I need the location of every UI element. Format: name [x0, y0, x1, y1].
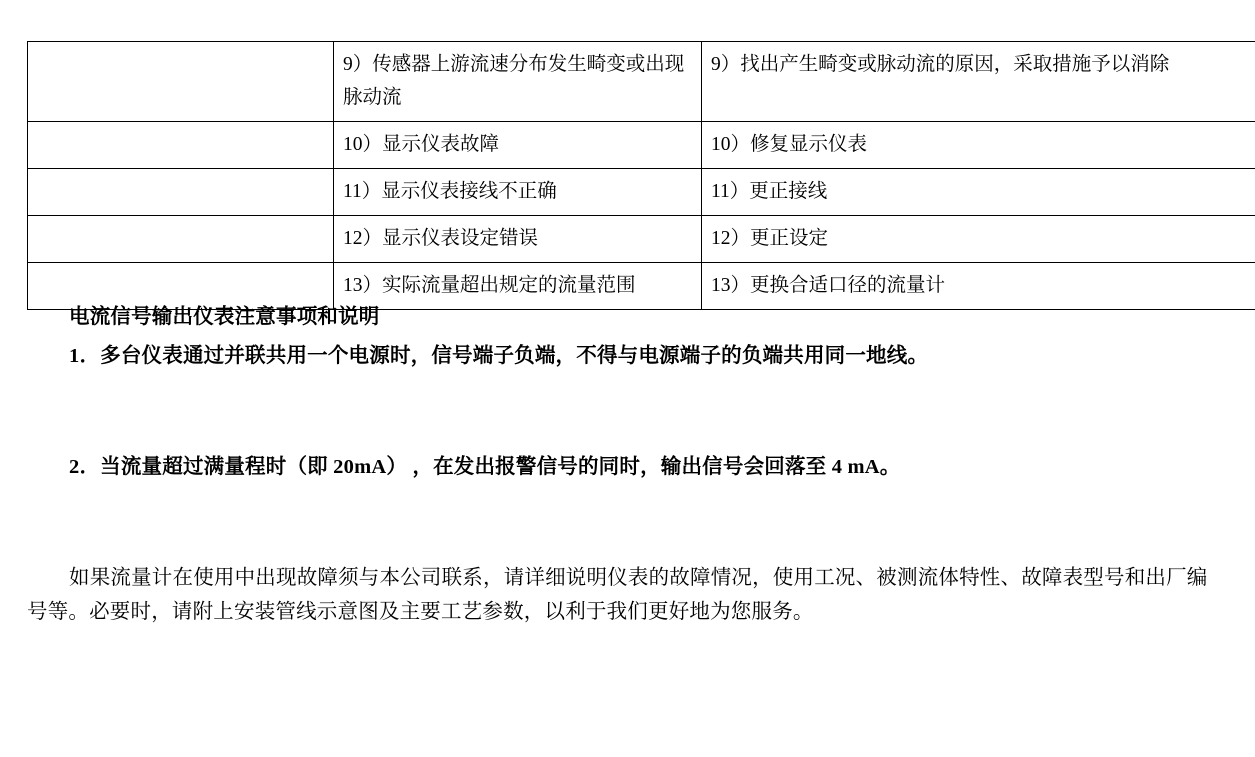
- table-cell-cause: 10）显示仪表故障: [334, 122, 702, 169]
- table-cell-blank: [28, 122, 334, 169]
- section-heading: 电流信号输出仪表注意事项和说明: [69, 306, 380, 328]
- table-cell-fix: 13）更换合适口径的流量计: [702, 263, 1255, 310]
- note-item-1: 1．多台仪表通过并联共用一个电源时，信号端子负端，不得与电源端子的负端共用同一地线。: [69, 345, 929, 367]
- table-cell-blank: [28, 169, 334, 216]
- table-cell-fix: 11）更正接线: [702, 169, 1255, 216]
- note-item-2: 2．当流量超过满量程时（即 20mA） ，在发出报警信号的同时，输出信号会回落至 4 mA。: [69, 456, 901, 478]
- table-cell-fix: 12）更正设定: [702, 216, 1255, 263]
- troubleshooting-table: [27, 41, 1255, 310]
- table-cell-blank: [28, 216, 334, 263]
- table-row: [28, 169, 1255, 216]
- table-cell-cause: 11）显示仪表接线不正确: [334, 169, 702, 216]
- table-cell-blank: [28, 42, 334, 122]
- table-row: [28, 42, 1255, 122]
- table-cell-cause: 12）显示仪表设定错误: [334, 216, 702, 263]
- table-cell-cause: 9）传感器上游流速分布发生畸变或出现脉动流: [334, 42, 702, 122]
- table-row: [28, 216, 1255, 263]
- table-body: [28, 42, 1255, 310]
- table-cell-fix: 9）找出产生畸变或脉动流的原因，采取措施予以消除: [702, 42, 1255, 122]
- table-cell-cause: 13）实际流量超出规定的流量范围: [334, 263, 702, 310]
- table-row: [28, 122, 1255, 169]
- table-cell-fix: 10）修复显示仪表: [702, 122, 1255, 169]
- closing-paragraph: 如果流量计在使用中出现故障须与本公司联系，请详细说明仪表的故障情况，使用工况、被测流体特性、故障表型号和出厂编号等。必要时，请附上安装管线示意图及主要工艺参数，以利于我们更好地为您服务。: [27, 567, 1208, 623]
